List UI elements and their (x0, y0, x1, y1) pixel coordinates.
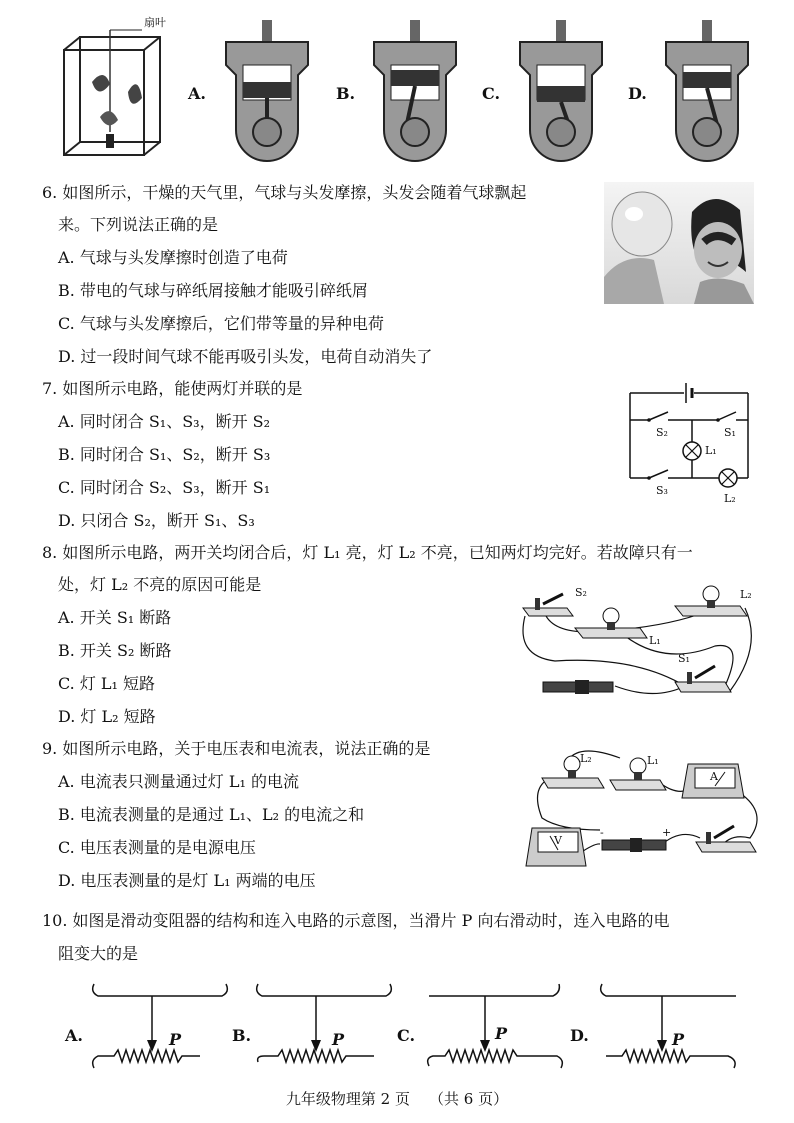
engine-cylinder-d (658, 20, 758, 170)
q9-option-c: C. 电压表测量的是电源电压 (58, 838, 256, 857)
balloon-girl-photo (604, 182, 754, 304)
engine-label-d: D. (628, 84, 647, 103)
q8-label-l2: L₂ (740, 588, 752, 601)
engine-option-d (628, 20, 748, 170)
rheostat-option-c (397, 978, 567, 1078)
balloon-girl-drawing (604, 182, 754, 304)
q6-option-a: A. 气球与头发摩擦时创造了电荷 (58, 248, 288, 267)
q8-label-s2: S₂ (575, 586, 587, 599)
rheostat-slider-p-c: P (495, 1024, 508, 1043)
q10-stem-line2: 阻变大的是 (58, 944, 139, 963)
q9-battery-minus: - (600, 826, 604, 839)
q7-option-b: B. 同时闭合 S₁、S₂，断开 S₃ (58, 445, 271, 464)
q7-stem-line1: 7. 如图所示电路，能使两灯并联的是 (42, 379, 303, 398)
q9-option-d: D. 电压表测量的是灯 L₁ 两端的电压 (58, 871, 316, 890)
rheostat-slider-p-d: P (672, 1030, 685, 1049)
q8-stem-line2: 处，灯 L₂ 不亮的原因可能是 (58, 575, 262, 594)
q9-physical-circuit (520, 738, 770, 878)
q9-label-l1: L₁ (647, 754, 659, 767)
rheostat-slider-p-b: P (332, 1030, 345, 1049)
engine-label-c: C. (482, 84, 501, 103)
q8-physical-circuit (515, 586, 765, 706)
q8-option-b: B. 开关 S₂ 断路 (58, 641, 172, 660)
q7-option-c: C. 同时闭合 S₂、S₃，断开 S₁ (58, 478, 271, 497)
q7-option-d: D. 只闭合 S₂，断开 S₁、S₃ (58, 511, 255, 530)
rheostat-drawing-b (254, 978, 394, 1078)
fan-label: 扇叶 (144, 16, 166, 29)
rheostat-label-c: C. (397, 1026, 416, 1045)
q8-circuit-drawing (515, 586, 765, 706)
q7-label-s1: S₁ (724, 426, 736, 439)
fan-cube-drawing (62, 22, 182, 162)
rheostat-label-a: A. (65, 1026, 83, 1045)
engine-label-a: A. (188, 84, 206, 103)
rheostat-slider-p-a: P (169, 1030, 182, 1049)
engine-label-b: B. (336, 84, 356, 103)
q9-battery-plus: + (662, 826, 672, 839)
q6-option-d: D. 过一段时间气球不能再吸引头发，电荷自动消失了 (58, 347, 433, 366)
rheostat-option-d (570, 978, 745, 1078)
q6-option-c: C. 气球与头发摩擦后，它们带等量的异种电荷 (58, 314, 384, 333)
q8-option-d: D. 灯 L₂ 短路 (58, 707, 156, 726)
q7-label-s3: S₃ (656, 484, 668, 497)
q6-option-b: B. 带电的气球与碎纸屑接触才能吸引碎纸屑 (58, 281, 368, 300)
engine-option-a (188, 20, 308, 170)
q6-stem-line2: 来。下列说法正确的是 (58, 215, 219, 234)
q8-stem-line1: 8. 如图所示电路，两开关均闭合后，灯 L₁ 亮，灯 L₂ 不亮，已知两灯均完好。若故障只有一 (42, 543, 693, 562)
q7-label-l1: L₁ (705, 444, 717, 457)
q7-label-s2: S₂ (656, 426, 668, 439)
q9-option-a: A. 电流表只测量通过灯 L₁ 的电流 (58, 772, 299, 791)
engine-cylinder-a (218, 20, 318, 170)
q7-label-l2: L₂ (724, 492, 736, 505)
q8-option-a: A. 开关 S₁ 断路 (58, 608, 172, 627)
engine-option-c (482, 20, 602, 170)
rheostat-drawing-d (598, 978, 743, 1078)
q9-option-b: B. 电流表测量的是通过 L₁、L₂ 的电流之和 (58, 805, 365, 824)
q9-voltmeter-label: V (554, 834, 562, 847)
engine-cylinder-c (512, 20, 612, 170)
rheostat-option-b (232, 978, 397, 1078)
q8-option-c: C. 灯 L₁ 短路 (58, 674, 156, 693)
q10-stem-line1: 10. 如图是滑动变阻器的结构和连入电路的示意图，当滑片 P 向右滑动时，连入电路的电 (42, 911, 670, 930)
q8-label-s1: S₁ (678, 652, 690, 665)
q9-label-l2: L₂ (580, 752, 592, 765)
rheostat-option-a (65, 978, 230, 1078)
q7-circuit-drawing (628, 380, 758, 510)
rheostat-drawing-a (90, 978, 230, 1078)
q7-circuit-diagram (628, 380, 758, 510)
q7-option-a: A. 同时闭合 S₁、S₃，断开 S₂ (58, 412, 271, 431)
page-footer: 九年级物理第 2 页 （共 6 页） (285, 1090, 509, 1108)
q8-label-l1: L₁ (649, 634, 661, 647)
engine-cylinder-b (366, 20, 466, 170)
q6-stem-line1: 6. 如图所示，干燥的天气里，气球与头发摩擦，头发会随着气球飘起 (42, 183, 527, 202)
rheostat-label-b: B. (232, 1026, 252, 1045)
rheostat-label-d: D. (570, 1026, 589, 1045)
q9-circuit-drawing (520, 738, 770, 878)
q9-ammeter-label: A (710, 770, 718, 783)
engine-option-b (336, 20, 456, 170)
q9-stem-line1: 9. 如图所示电路，关于电压表和电流表，说法正确的是 (42, 739, 431, 758)
fan-figure (62, 16, 182, 162)
